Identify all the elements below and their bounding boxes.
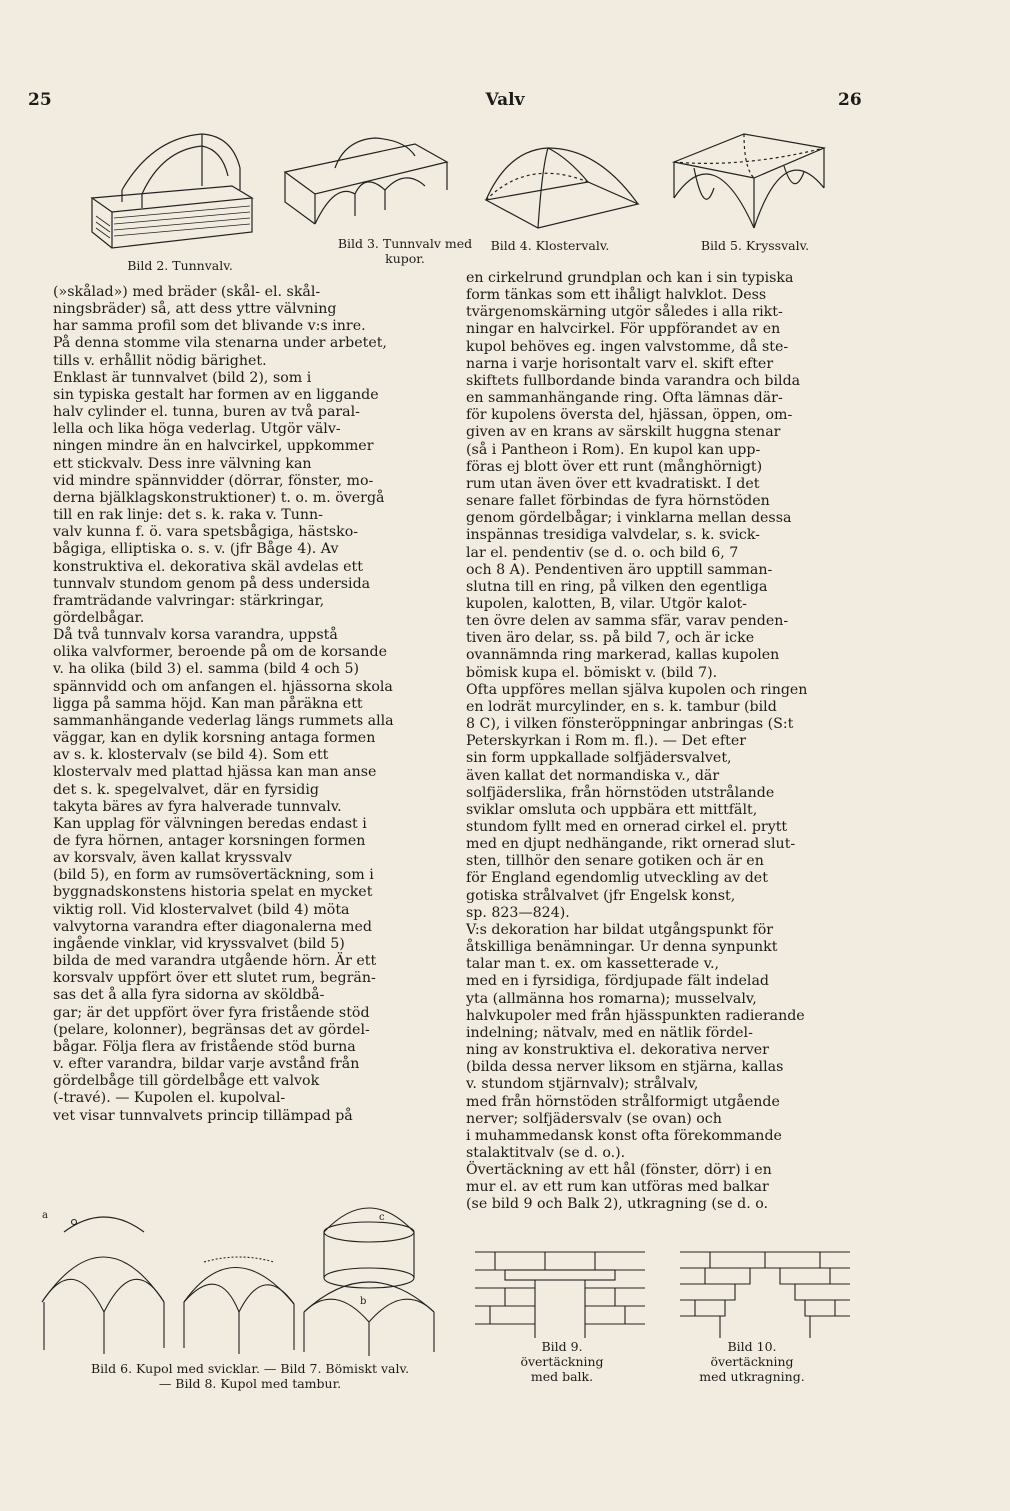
text-line: senare fallet förbindas de fyra hörnstöden <box>466 493 770 510</box>
text-line: lella och lika höga vederlag. Utgör välv- <box>53 421 341 438</box>
figure-kryssvalv-bild5 <box>664 128 834 238</box>
text-line: ett stickvalv. Dess inre välvning kan <box>53 455 312 472</box>
text-line: klostervalv med plattad hjässa kan man anse <box>53 764 377 781</box>
text-line: väggar, kan en dylik korsning antaga formen <box>53 730 376 747</box>
caption-bild3 <box>335 236 475 266</box>
text-line: de fyra hörnen, antager korsningen formen <box>53 833 366 849</box>
text-line: halvkupoler med från hjässpunkten radierande <box>466 1007 805 1024</box>
caption-bild9-line3: med balk. <box>530 1369 594 1384</box>
text-line: av s. k. klostervalv (se bild 4). Som ett <box>53 747 329 764</box>
text-line: vet visar tunnvalvets princip tillämpad på <box>53 1107 353 1124</box>
text-line: föras ej blott över ett runt (månghörnigt) <box>466 458 763 475</box>
text-line: På denna stomme vila stenarna under arbetet, <box>53 335 387 352</box>
text-line: bömisk kupa el. bömiskt v. (bild 7). <box>466 664 718 681</box>
text-line: talar man t. ex. om kassetterade v., <box>466 956 720 973</box>
caption-bild10 <box>682 1339 822 1384</box>
text-line: till en rak linje: det s. k. raka v. Tunn- <box>53 507 323 524</box>
text-line: ovannämnda ring markerad, kallas kupolen <box>466 647 780 664</box>
text-line: för England egendomlig utveckling av det <box>466 870 768 887</box>
text-line: bilda de med varandra utgående hörn. Är ett <box>53 953 377 970</box>
text-line: halv cylinder el. tunna, buren av två paral- <box>53 404 360 421</box>
text-line: (pelare, kolonner), begränsas det av gördel- <box>53 1021 370 1038</box>
text-line: det s. k. spegelvalvet, där en fyrsidig <box>53 781 319 798</box>
text-line: tiven äro delar, ss. på bild 7, och är icke <box>466 630 755 647</box>
text-line: narna i varje horisontalt varv el. skift efter <box>466 355 774 372</box>
text-line: (»skålad») med bräder (skål- el. skål- <box>53 284 321 300</box>
text-line: gotiska strålvalvet (jfr Engelsk konst, <box>466 887 736 904</box>
text-line: solfjäderslika, från hörnstöden utstrålande <box>466 784 775 801</box>
text-line: ingående vinklar, vid kryssvalvet (bild 5) <box>53 935 345 952</box>
text-line: (bild 5), en form av rumsövertäckning, som i <box>53 867 374 884</box>
text-line: bågiga, elliptiska o. s. v. (jfr Båge 4). Av <box>53 541 339 558</box>
text-line: skiftets fullbordande binda varandra och bilda <box>466 372 801 389</box>
text-line: tills v. erhållit nödig bärighet. <box>53 352 267 369</box>
text-line: given av en krans av särskilt huggna stenar <box>466 424 781 441</box>
text-line: tvärgenomskärning utgör således i alla rikt- <box>466 304 783 321</box>
text-line: med en djupt nedhängande, rikt ornerad slut- <box>466 836 796 853</box>
page-number-left: 25 <box>28 90 52 110</box>
text-line: ningar en halvcirkel. För uppförandet av en <box>466 321 781 338</box>
text-line: yta (allmänna hos romarna); musselvalv, <box>466 990 757 1007</box>
text-line: framträdande valvringar: stärkringar, <box>53 592 325 609</box>
text-line: av korsvalv, även kallat kryssvalv <box>53 850 292 867</box>
text-line: en cirkelrund grundplan och kan i sin typiska <box>466 270 794 286</box>
text-line: sviklar omsluta och uppbära ett mittfält, <box>466 801 758 818</box>
text-line: tunnvalv stundom genom på dess undersida <box>53 575 371 592</box>
caption-bild3-line1: Bild 3. Tunnvalv med <box>337 236 473 251</box>
text-line: derna bjälklagskonstruktioner) t. o. m. övergå <box>53 489 385 506</box>
text-line: nerver; solfjädersvalv (se ovan) och <box>466 1110 722 1127</box>
text-line: Då två tunnvalv korsa varandra, uppstå <box>53 627 338 644</box>
text-line: bågar. Följa flera av fristående stöd burna <box>53 1038 356 1055</box>
text-line: form tänkas som ett ihåligt halvklot. Dess <box>466 287 767 304</box>
text-line: indelning; nätvalv, med en nätlik fördel- <box>466 1024 753 1041</box>
text-line: en lodrät murcylinder, en s. k. tambur (bild <box>466 698 777 715</box>
text-line: (se bild 9 och Balk 2), utkragning (se d. o. <box>466 1196 769 1213</box>
text-line: Ofta uppföres mellan själva kupolen och ringen <box>466 681 808 698</box>
caption-bild9-line2: övertäckning <box>520 1354 604 1369</box>
text-line: genom gördelbågar; i vinklarna mellan dessa <box>466 510 792 527</box>
text-line: med en i fyrsidiga, fördjupade fält indelad <box>466 973 769 990</box>
text-line: mur el. av ett rum kan utföras med balkar <box>466 1179 769 1196</box>
text-line: konstruktiva el. dekorativa skäl avdelas ett <box>53 558 363 575</box>
text-line: sas det å alla fyra sidorna av sköldbå- <box>53 987 325 1004</box>
caption-bild5: Bild 5. Kryssvalv. <box>700 238 810 253</box>
caption-bild678 <box>40 1361 460 1391</box>
text-line: lar el. pendentiv (se d. o. och bild 6, 7 <box>466 544 739 561</box>
figure-kupoler-bild678 <box>34 1192 454 1358</box>
text-line: sin form uppkallade solfjädersvalvet, <box>466 750 732 767</box>
text-line: ningsbräder) så, att dess yttre välvning <box>53 301 337 318</box>
text-line: viktig roll. Vid klostervalvet (bild 4) möta <box>53 901 350 918</box>
text-line: 8 C), i vilken fönsteröppningar anbringas (S:t <box>466 716 794 733</box>
caption-bild10-line2: övertäckning <box>710 1354 794 1369</box>
text-line: med från hörnstöden strålformigt utgående <box>466 1093 780 1110</box>
text-line: byggnadskonstens historia spelat en mycket <box>53 884 373 901</box>
text-line: gördelbåge till gördelbåge ett valvok <box>53 1073 320 1090</box>
figure-letter-b: b <box>360 1296 367 1307</box>
caption-bild3-line2: kupor. <box>385 251 425 266</box>
text-line: Peterskyrkan i Rom m. fl.). — Det efter <box>466 733 747 750</box>
text-line: sp. 823—824). <box>466 904 570 921</box>
figure-tunnvalv-bild2 <box>82 128 262 258</box>
text-line: ten övre delen av samma sfär, varav penden- <box>466 613 789 630</box>
text-line: ning av konstruktiva el. dekorativa nerver <box>466 1042 769 1059</box>
text-line: kupol behöves eg. ingen valvstomme, då ste- <box>466 338 789 355</box>
text-line: slutna till en ring, på vilken den egentliga <box>466 578 768 595</box>
text-line: spännvidd och om anfangen el. hjässorna skola <box>53 678 393 695</box>
text-line: inspännas tresidiga valvdelar, s. k. svick- <box>466 527 760 544</box>
figure-tunnvalv-kupor-bild3 <box>275 132 455 232</box>
caption-bild10-line1: Bild 10. <box>727 1339 777 1354</box>
text-column-right <box>466 270 858 1214</box>
text-line: stalaktitvalv (se d. o.). <box>466 1144 626 1161</box>
text-line: valv kunna f. ö. vara spetsbågiga, hästsko- <box>53 524 359 541</box>
text-line: ligga på samma höjd. Kan man påräkna ett <box>53 695 363 712</box>
figure-klostervalv-bild4 <box>478 138 648 238</box>
caption-bild9-line1: Bild 9. <box>541 1339 583 1354</box>
caption-bild10-line3: med utkragning. <box>699 1369 805 1384</box>
text-line: korsvalv uppfört över ett slutet rum, begrän- <box>53 970 376 987</box>
figure-balk-bild9 <box>475 1248 645 1338</box>
figure-letter-a: a <box>42 1210 48 1221</box>
text-line: valvytorna varandra efter diagonalerna med <box>53 918 372 935</box>
figure-utkragning-bild10 <box>680 1248 850 1338</box>
text-line: vid mindre spännvidder (dörrar, fönster, mo- <box>53 472 374 489</box>
page-title: Valv <box>485 90 525 110</box>
text-line: V:s dekoration har bildat utgångspunkt för <box>466 921 774 938</box>
text-line: (bilda dessa nerver liksom en stjärna, kallas <box>466 1059 784 1076</box>
text-line: sin typiska gestalt har formen av en liggande <box>53 386 379 403</box>
text-line: och 8 A). Pendentiven äro upptill samman- <box>466 561 773 578</box>
text-line: olika valvformer, beroende på om de korsande <box>53 644 388 661</box>
text-line: stundom fyllt med en ornerad cirkel el. prytt <box>466 819 788 835</box>
text-line: Enklast är tunnvalvet (bild 2), som i <box>53 369 312 386</box>
text-line: sammanhängande vederlag längs rummets alla <box>53 712 394 729</box>
text-line: Övertäckning av ett hål (fönster, dörr) i en <box>466 1162 772 1179</box>
caption-bild4: Bild 4. Klostervalv. <box>490 238 610 253</box>
caption-bild678-line1: Bild 6. Kupol med svicklar. — Bild 7. Bömiskt valv. <box>90 1361 410 1376</box>
text-line: en sammanhängande ring. Ofta lämnas där- <box>466 390 783 407</box>
text-line: gördelbågar. <box>53 609 145 626</box>
text-line: har samma profil som det blivande v:s inre. <box>53 318 366 335</box>
text-line: rum utan även över ett kvadratiskt. I det <box>466 475 760 492</box>
text-line: Kan upplag för välvningen beredas endast i <box>53 815 367 832</box>
text-line: även kallat det normandiska v., där <box>466 767 720 784</box>
text-line: ningen mindre än en halvcirkel, uppkommer <box>53 438 374 455</box>
text-line: åtskilliga benämningar. Ur denna synpunkt <box>466 939 778 956</box>
text-line: i muhammedansk konst ofta förekommande <box>466 1127 782 1144</box>
text-line: (så i Pantheon i Rom). En kupol kan upp- <box>466 441 761 458</box>
text-line: v. stundom stjärnvalv); strålvalv, <box>466 1076 699 1093</box>
caption-bild678-line2: — Bild 8. Kupol med tambur. <box>158 1376 342 1391</box>
text-line: kupolen, kalotten, B, vilar. Utgör kalot- <box>466 595 747 612</box>
text-line: för kupolens översta del, hjässan, öppen, om- <box>466 407 793 424</box>
text-line: v. ha olika (bild 3) el. samma (bild 4 och 5) <box>53 661 360 678</box>
text-line: (-travé). — Kupolen el. kupolval- <box>53 1090 286 1107</box>
caption-bild2: Bild 2. Tunnvalv. <box>127 258 233 273</box>
text-column-left <box>53 284 443 1125</box>
figure-letter-c: c <box>379 1212 385 1223</box>
text-line: v. efter varandra, bildar varje avstånd från <box>53 1056 360 1073</box>
page-number-right: 26 <box>838 90 862 110</box>
text-line: sten, tillhör den senare gotiken och är en <box>466 853 764 870</box>
text-line: gar; är det uppfört över fyra fristående stöd <box>53 1004 370 1021</box>
caption-bild9 <box>502 1339 622 1384</box>
text-line: takyta bäres av fyra halverade tunnvalv. <box>53 798 342 815</box>
